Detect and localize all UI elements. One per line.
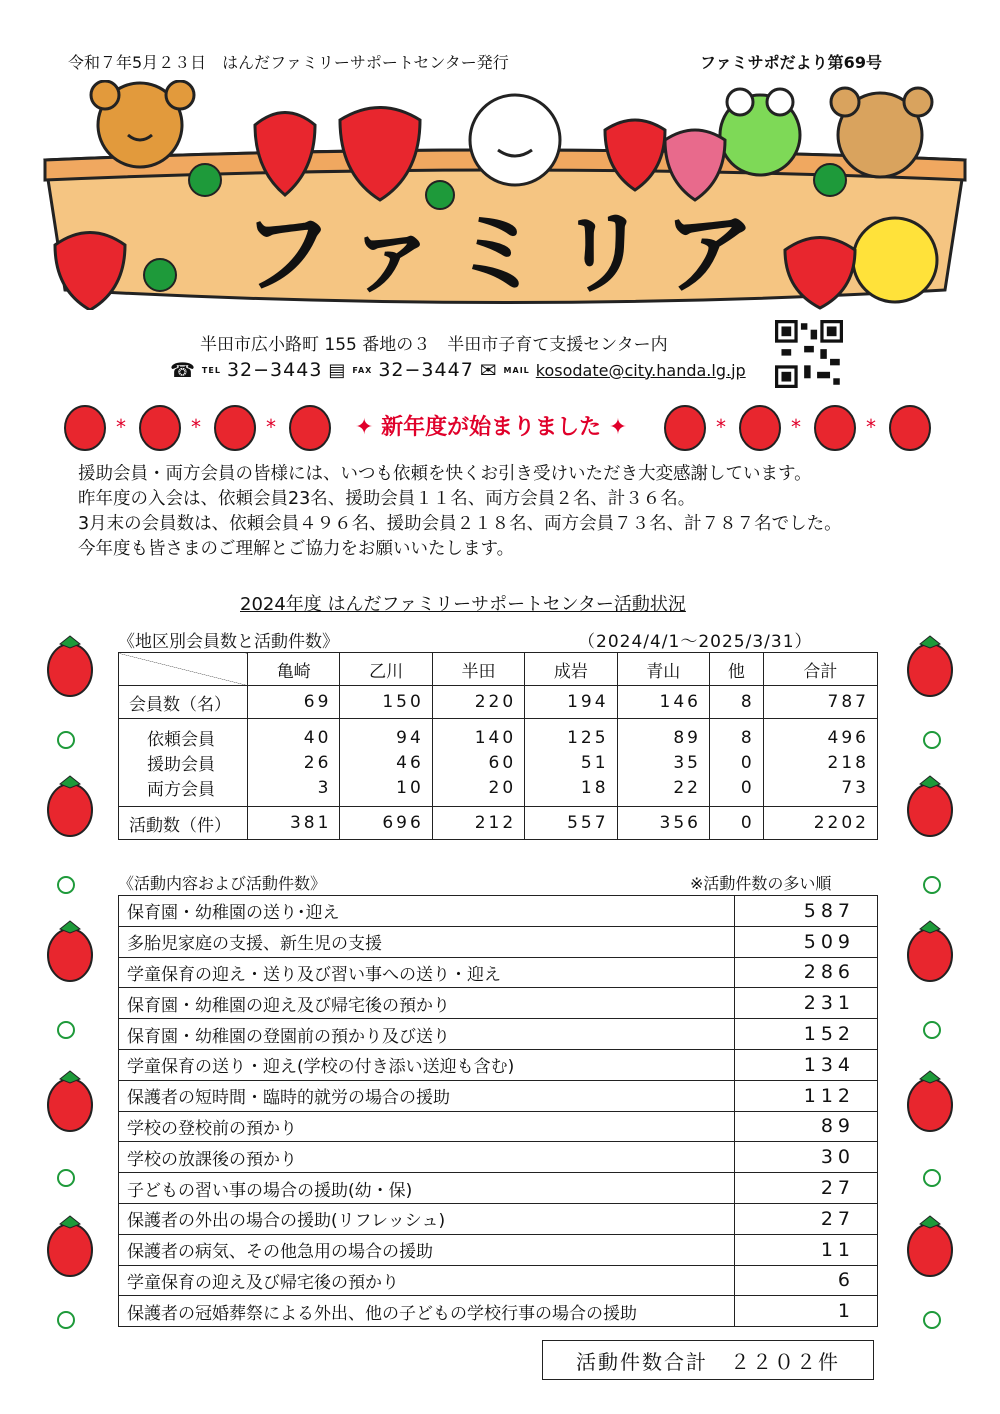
table-header-row	[119, 653, 878, 686]
cell: 10	[340, 775, 432, 807]
cell: 557	[525, 807, 617, 840]
cell: 125	[525, 719, 617, 751]
cell: 220	[432, 686, 524, 719]
cell: 696	[340, 807, 432, 840]
corner-cell	[119, 653, 248, 686]
cell: 150	[340, 686, 432, 719]
activity-table	[118, 895, 878, 1327]
cell: 140	[432, 719, 524, 751]
table-row	[119, 686, 878, 719]
table-row	[119, 988, 878, 1019]
activity-label: 学童保育の迎え及び帰宅後の預かり	[119, 1265, 735, 1296]
cell: 356	[617, 807, 709, 840]
publish-date: 令和７年5月２３日 はんだファミリーサポートセンター発行	[68, 53, 509, 72]
activity-label: 保育園・幼稚園の登園前の預かり及び送り	[119, 1019, 735, 1050]
cell: 218	[763, 750, 877, 775]
activity-label: 学童保育の迎え・送り及び習い事への送り・迎え	[119, 957, 735, 988]
table-row	[119, 1203, 878, 1234]
activity-label: 学童保育の送り・迎え(学校の付き添い送迎も含む)	[119, 1049, 735, 1080]
activity-count: 89	[735, 1111, 878, 1142]
activity-count: 231	[735, 988, 878, 1019]
svg-text:*: *	[716, 415, 726, 439]
table-row	[119, 1142, 878, 1173]
mail-icon: ✉	[479, 358, 498, 382]
activity-count: 1	[735, 1296, 878, 1327]
activity-label: 保護者の短時間・臨時的就労の場合の援助	[119, 1080, 735, 1111]
table-row	[119, 775, 878, 807]
table-row	[119, 719, 878, 751]
cell: 496	[763, 719, 877, 751]
activity-label: 保護者の病気、その他急用の場合の援助	[119, 1234, 735, 1265]
cell: 8	[709, 719, 763, 751]
intro-text	[78, 462, 958, 562]
cell: 60	[432, 750, 524, 775]
cell: 40	[248, 719, 340, 751]
sparkle-icon: ✦	[355, 415, 374, 440]
activity-label: 多胎児家庭の支援、新生児の支援	[119, 926, 735, 957]
cell: 0	[709, 775, 763, 807]
table-row	[119, 1111, 878, 1142]
tel-label: TEL	[201, 365, 221, 375]
activity-label: 保護者の冠婚葬祭による外出、他の子どもの学校行事の場合の援助	[119, 1296, 735, 1327]
rabbit-icon	[470, 95, 560, 185]
cell: 381	[248, 807, 340, 840]
table-row	[119, 1173, 878, 1204]
row-label: 両方会員	[119, 775, 248, 807]
activity-label: 保育園・幼稚園の迎え及び帰宅後の預かり	[119, 988, 735, 1019]
section-title: 2024年度 はんだファミリーサポートセンター活動状況	[240, 594, 686, 615]
activity-label: 学校の登校前の預かり	[119, 1111, 735, 1142]
activity-count: 112	[735, 1080, 878, 1111]
table-row	[119, 896, 878, 927]
district-table	[118, 652, 878, 840]
cell: 194	[525, 686, 617, 719]
row-label: 依頼会員	[119, 719, 248, 751]
svg-text:*: *	[266, 415, 276, 439]
right-strawberry-garland	[900, 630, 960, 1350]
intro-line: 3月末の会員数は、依頼会員４９６名、援助会員２１８名、両方会員７３名、計７８７名でした。	[78, 514, 842, 534]
table-row	[119, 1296, 878, 1327]
activity-total: 活動件数合計 ２２０２件	[542, 1340, 874, 1380]
tel-number: 32−3443	[226, 359, 323, 381]
svg-text:*: *	[116, 415, 126, 439]
column-header: 乙川	[340, 653, 432, 686]
column-header: 亀崎	[248, 653, 340, 686]
headline-text: 新年度が始まりました	[381, 415, 602, 440]
activity-count: 27	[735, 1173, 878, 1204]
table-row	[119, 750, 878, 775]
activity-count: 27	[735, 1203, 878, 1234]
table1-title: 《地区別会員数と活動件数》	[118, 632, 339, 652]
address: 半田市広小路町 155 番地の３ 半田市子育て支援センター内	[200, 335, 668, 355]
contact-line	[170, 358, 746, 382]
svg-text:*: *	[866, 415, 876, 439]
table-row	[119, 1265, 878, 1296]
cell: 51	[525, 750, 617, 775]
intro-line: 援助会員・両方会員の皆様には、いつも依頼を快くお引き受けいただき大変感謝しています。	[78, 464, 812, 484]
fax-number: 32−3447	[378, 359, 474, 381]
activity-label: 保護者の外出の場合の援助(リフレッシュ)	[119, 1203, 735, 1234]
activity-count: 509	[735, 926, 878, 957]
cell: 2202	[763, 807, 877, 840]
cell: 18	[525, 775, 617, 807]
cell: 94	[340, 719, 432, 751]
chick-icon	[853, 218, 937, 302]
cell: 0	[709, 750, 763, 775]
intro-line: 今年度も皆さまのご理解とご協力をお願いいたします。	[78, 539, 515, 559]
svg-text:*: *	[791, 415, 801, 439]
cell: 73	[763, 775, 877, 807]
cell: 22	[617, 775, 709, 807]
cell: 8	[709, 686, 763, 719]
banner-illustration	[40, 80, 970, 310]
banner-title: ファミリア	[240, 200, 770, 307]
column-header: 成岩	[525, 653, 617, 686]
phone-icon: ☎	[170, 358, 196, 382]
headline	[355, 410, 627, 441]
row-label: 会員数（名）	[119, 686, 248, 719]
svg-text:*: *	[191, 415, 201, 439]
cell: 3	[248, 775, 340, 807]
cell: 26	[248, 750, 340, 775]
activity-count: 152	[735, 1019, 878, 1050]
table-row	[119, 1080, 878, 1111]
activity-count: 30	[735, 1142, 878, 1173]
column-header: 青山	[617, 653, 709, 686]
cell: 0	[709, 807, 763, 840]
table-row	[119, 807, 878, 840]
row-label: 活動数（件）	[119, 807, 248, 840]
activity-count: 286	[735, 957, 878, 988]
table-row	[119, 1234, 878, 1265]
table2-title: 《活動内容および活動件数》	[118, 874, 327, 893]
table-row	[119, 1049, 878, 1080]
activity-label: 子どもの習い事の場合の援助(幼・保)	[119, 1173, 735, 1204]
cell: 787	[763, 686, 877, 719]
row-label: 援助会員	[119, 750, 248, 775]
cell: 69	[248, 686, 340, 719]
activity-count: 587	[735, 896, 878, 927]
column-header: 半田	[432, 653, 524, 686]
fax-icon: ▤	[328, 359, 347, 381]
cell: 46	[340, 750, 432, 775]
cell: 35	[617, 750, 709, 775]
mail-label: MAIL	[503, 365, 530, 375]
cell: 20	[432, 775, 524, 807]
fax-label: FAX	[352, 365, 373, 375]
table-row	[119, 1019, 878, 1050]
qr-code-icon[interactable]	[775, 320, 843, 388]
activity-label: 学校の放課後の預かり	[119, 1142, 735, 1173]
activity-count: 11	[735, 1234, 878, 1265]
cell: 89	[617, 719, 709, 751]
column-header: 他	[709, 653, 763, 686]
intro-line: 昨年度の入会は、依頼会員23名、援助会員１１名、両方会員２名、計３６名。	[78, 489, 696, 509]
activity-count: 134	[735, 1049, 878, 1080]
activity-label: 保育園・幼稚園の送り･迎え	[119, 896, 735, 927]
activity-count: 6	[735, 1265, 878, 1296]
cell: 212	[432, 807, 524, 840]
left-strawberry-garland	[40, 630, 100, 1350]
email-link[interactable]: kosodate@city.handa.lg.jp	[535, 360, 746, 380]
sparkle-icon: ✦	[608, 415, 628, 440]
cell: 146	[617, 686, 709, 719]
table-row	[119, 957, 878, 988]
issue-number: ファミサポだより第69号	[700, 53, 882, 72]
table2-note: ※活動件数の多い順	[690, 874, 832, 893]
column-header: 合計	[763, 653, 877, 686]
table1-period: （2024/4/1～2025/3/31）	[578, 632, 813, 652]
table-row	[119, 926, 878, 957]
